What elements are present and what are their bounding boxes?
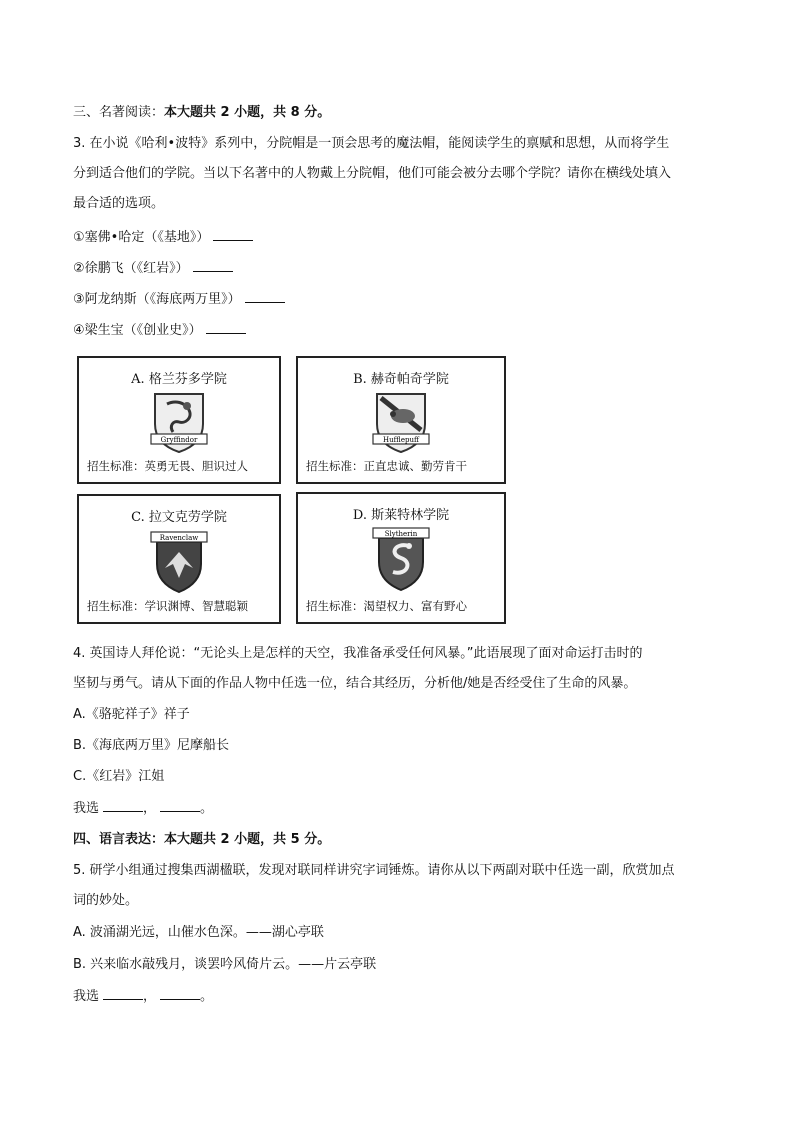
q3-line3: 最合适的选项。 bbox=[73, 196, 165, 211]
answer-blank[interactable] bbox=[103, 987, 143, 1000]
house-card-slytherin bbox=[296, 492, 506, 624]
q4-option-b: B.《海底两万里》尼摩船长 bbox=[73, 738, 230, 753]
q4-line1: 4. 英国诗人拜伦说：“无论头上是怎样的天空，我准备承受任何风暴。”此语展现了面对命运打击时的 bbox=[73, 646, 643, 661]
answer-blank[interactable] bbox=[160, 987, 200, 1000]
answer-prefix: 我选 bbox=[73, 801, 100, 816]
section4-heading: 四、语言表达：本大题共 2 小题，共 5 分。 bbox=[73, 832, 331, 847]
gryffindor-crest-icon bbox=[149, 390, 209, 454]
q3-item-2 bbox=[73, 259, 233, 279]
q4-answer-line bbox=[73, 799, 213, 819]
house-card-gryffindor bbox=[77, 356, 281, 484]
section3-heading-bold: 本大题共 2 小题，共 8 分。 bbox=[164, 105, 331, 120]
hufflepuff-crest-icon bbox=[371, 390, 431, 454]
crest-label: Gryffindor bbox=[160, 436, 198, 444]
slytherin-crest-icon bbox=[371, 526, 431, 592]
q5-option-b: B. 兴来临水敲残月，谈罢吟风倚片云。——片云亭联 bbox=[73, 957, 377, 972]
house-title: D. 斯莱特林学院 bbox=[352, 508, 450, 523]
answer-blank[interactable] bbox=[213, 228, 253, 241]
answer-blank[interactable] bbox=[103, 799, 143, 812]
q5-option-a: A. 波涌湖光远，山催水色深。——湖心亭联 bbox=[73, 925, 324, 940]
answer-blank[interactable] bbox=[160, 799, 200, 812]
crest-label: Ravenclaw bbox=[159, 534, 199, 542]
crest-label: Slytherin bbox=[384, 530, 418, 538]
q3-item-2-text: ②徐鹏飞（《红岩》） bbox=[73, 261, 189, 276]
crest-label: Hufflepuff bbox=[383, 436, 419, 444]
q3-line2: 分到适合他们的学院。当以下名著中的人物戴上分院帽，他们可能会被分去哪个学院？请你在横线处填入 bbox=[73, 166, 672, 181]
q4-option-a: A.《骆驼祥子》祥子 bbox=[73, 707, 190, 722]
house-card-hufflepuff bbox=[296, 356, 506, 484]
answer-blank[interactable] bbox=[193, 259, 233, 272]
house-title: C. 拉文克劳学院 bbox=[131, 510, 227, 525]
answer-prefix: 我选 bbox=[73, 989, 100, 1004]
q3-item-3-text: ③阿龙纳斯（《海底两万里》） bbox=[73, 292, 241, 307]
q5-line1: 5. 研学小组通过搜集西湖楹联，发现对联同样讲究字词锤炼。请你从以下两副对联中任选一副，欣赏加点 bbox=[73, 863, 675, 878]
section3-heading-prefix: 三、名著阅读： bbox=[73, 105, 165, 120]
house-title: A. 格兰芬多学院 bbox=[131, 372, 227, 387]
q5-answer-line bbox=[73, 987, 213, 1007]
q3-item-4-text: ④梁生宝（《创业史》） bbox=[73, 323, 202, 338]
house-card-ravenclaw bbox=[77, 494, 281, 624]
house-standard: 招生标准：正直忠诚、勤劳肯干 bbox=[306, 459, 467, 473]
house-standard: 招生标准：学识渊博、智慧聪颖 bbox=[87, 599, 248, 613]
q3-item-1 bbox=[73, 228, 253, 248]
comma: ， bbox=[143, 801, 157, 816]
house-title: B. 赫奇帕奇学院 bbox=[353, 372, 449, 387]
q4-option-c: C.《红岩》江姐 bbox=[73, 769, 165, 784]
q3-item-3 bbox=[73, 290, 285, 310]
comma: ， bbox=[143, 989, 157, 1004]
q3-line1: 3. 在小说《哈利•波特》系列中，分院帽是一顶会思考的魔法帽，能阅读学生的禀赋和思想，从而将学生 bbox=[73, 136, 670, 151]
house-standard: 招生标准：英勇无畏、胆识过人 bbox=[87, 459, 248, 473]
ravenclaw-crest-icon bbox=[149, 528, 209, 594]
q5-line2: 词的妙处。 bbox=[73, 893, 139, 908]
q3-item-4 bbox=[73, 321, 246, 341]
q4-line2: 坚韧与勇气。请从下面的作品人物中任选一位，结合其经历，分析他/她是否经受住了生命的风暴。 bbox=[73, 676, 637, 691]
house-standard: 招生标准：渴望权力、富有野心 bbox=[306, 599, 467, 613]
period: 。 bbox=[200, 989, 214, 1004]
period: 。 bbox=[200, 801, 214, 816]
q3-item-1-text: ①塞佛•哈定（《基地》） bbox=[73, 230, 210, 245]
section3-heading bbox=[73, 103, 330, 123]
answer-blank[interactable] bbox=[245, 290, 285, 303]
answer-blank[interactable] bbox=[206, 321, 246, 334]
